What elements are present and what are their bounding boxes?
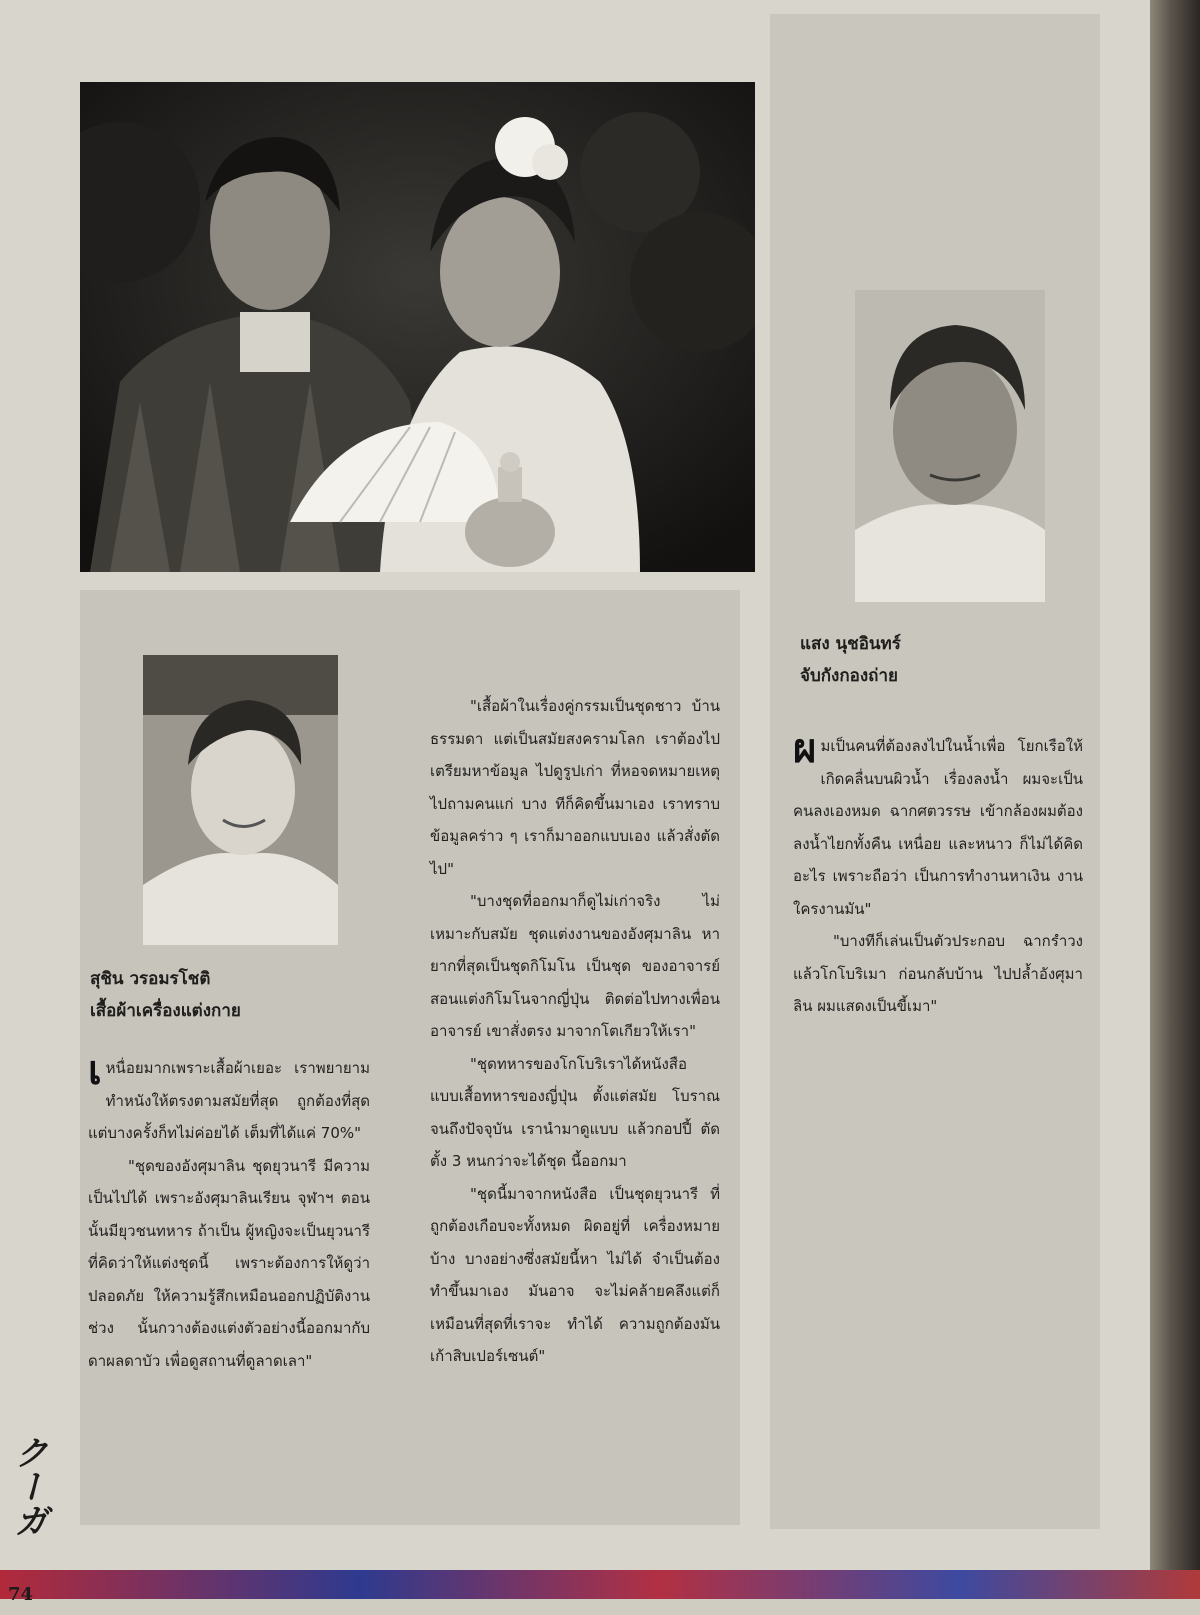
left-paragraph-1-text: หนื่อยมากเพราะเสื้อผ้าเยอะ เราพยายามทำหนังให้ตรงตามสมัยที่สุด ถูกต้องที่สุด แต่บางครั้งก็ทไม่ค่อยได้ เต็มที่ได้แค่ 70%" [88, 1059, 370, 1142]
left-paragraph-2: "ชุดของอังศุมาลิน ชุดยุวนารี มีความเป็นไปได้ เพราะอังศุมาลินเรียน จุฬาฯ ตอนนั้นมียุวชนทหาร ถ้าเป็น ผู้หญิงจะเป็นยุวนารี ที่คิดว่าให้แต่งชุดนี้ เพราะต้องการให้ดูว่าปลอดภัย ให้ความรู้สึกเหมือนออกปฏิบัติงาน ช่วง นั้นกวางต้องแต่งตัวอย่างนี้ออกมากับ ดาผลดาบัว เพื่อดูสถานที่ดูลาดเลา" [88, 1156, 370, 1370]
suchin-role: เสื้อผ้าเครื่องแต่งกาย [90, 1001, 241, 1021]
middle-column-text [430, 690, 720, 1373]
right-paragraph-2: "บางทีก็เล่นเป็นตัวประกอบ ฉากรำวงแล้วโกโบริเมา ก่อนกลับบ้าน ไปปล้ำอังศุมาลิน ผมแสดงเป็นขี้เมา" [793, 932, 1083, 1015]
middle-paragraph-2: "บางชุดที่ออกมาก็ดูไม่เก่าจริง ไม่ เหมาะกับสมัย ชุดแต่งงานของอังศุมาลิน หายากที่สุดเป็นชุดกิโมโน เป็นชุด ของอาจารย์สอนแต่งกิโมโนจากญี่ปุ่น ติดต่อไปทางเพื่อนอาจารย์ เขาสั่งตรง มาจากโตเกียวให้เรา" [430, 892, 720, 1040]
page-number: 74 [8, 1584, 34, 1605]
couple-photo [80, 82, 755, 572]
middle-paragraph-4: "ชุดนี้มาจากหนังสือ เป็นชุดยุวนารี ที่ถูกต้องเกือบจะทั้งหมด ผิดอยู่ที่ เครื่องหมายบ้าง บางอย่างซึ่งสมัยนี้หา ไม่ได้ จำเป็นต้องทำขึ้นมาเอง มันอาจ จะไม่คล้ายคลึงแต่ก็เหมือนที่สุดที่เราจะ ทำได้ ความถูกต้องมันเก้าสิบเปอร์เซนต์" [430, 1184, 720, 1365]
right-paragraph-1 [793, 726, 1083, 925]
right-column-text [793, 726, 1083, 1023]
suchin-caption [90, 963, 241, 1027]
saeng-role: จับกังกองถ่าย [800, 666, 898, 686]
left-paragraph-1 [88, 1048, 370, 1150]
saeng-caption [800, 628, 901, 692]
suchin-portrait-photo [143, 655, 338, 945]
middle-paragraph-3: "ชุดทหารของโกโบริเราได้หนังสือ แบบเสื้อทหารของญี่ปุ่น ตั้งแต่สมัย โบราณจนถึงปัจจุบัน เรานำมาดูแบบ แล้วกอปปี้ ตัดตั้ง 3 หนกว่าจะได้ชุด นี้ออกมา [430, 1054, 720, 1170]
cover-edge-band [0, 1570, 1200, 1599]
left-dropcap: เ [88, 1048, 102, 1094]
magazine-mark: クーガ [8, 1435, 48, 1537]
right-dropcap: ผ [793, 726, 817, 772]
saeng-portrait-photo [855, 290, 1045, 602]
suchin-name: สุชิน วรอมรโชติ [90, 969, 211, 989]
left-column-text [88, 1048, 370, 1377]
page-footer-mark [8, 1435, 128, 1605]
saeng-name: แสง นุชอินทร์ [800, 634, 901, 654]
middle-paragraph-1: "เสื้อผ้าในเรื่องคู่กรรมเป็นชุดชาว บ้านธรรมดา แต่เป็นสมัยสงครามโลก เราต้องไปเตรียมหาข้อมูล ไปดูรูปเก่า ที่หอจดหมายเหตุ ไปถามคนแก่ บาง ทีก็คิดขึ้นมาเอง เราทราบข้อมูลคร่าว ๆ เราก็มาออกแบบเอง แล้วสั่งตัดไป" [430, 697, 720, 878]
right-paragraph-1-text: มเป็นคนที่ต้องลงไปในน้ำเพื่อ โยกเรือให้เกิดคลื่นบนผิวน้ำ เรื่องลงน้ำ ผมจะเป็นคนลงเองหมด ฉากศตวรรษ เข้ากล้องผมต้องลงน้ำไยกทั้งคืน เหนื่อย และหนาว ก็ไม่ได้คิดอะไร เพราะถือว่า เป็นการทำงานหาเงิน งานใครงานมัน" [793, 737, 1083, 918]
page-spine [1150, 0, 1200, 1599]
